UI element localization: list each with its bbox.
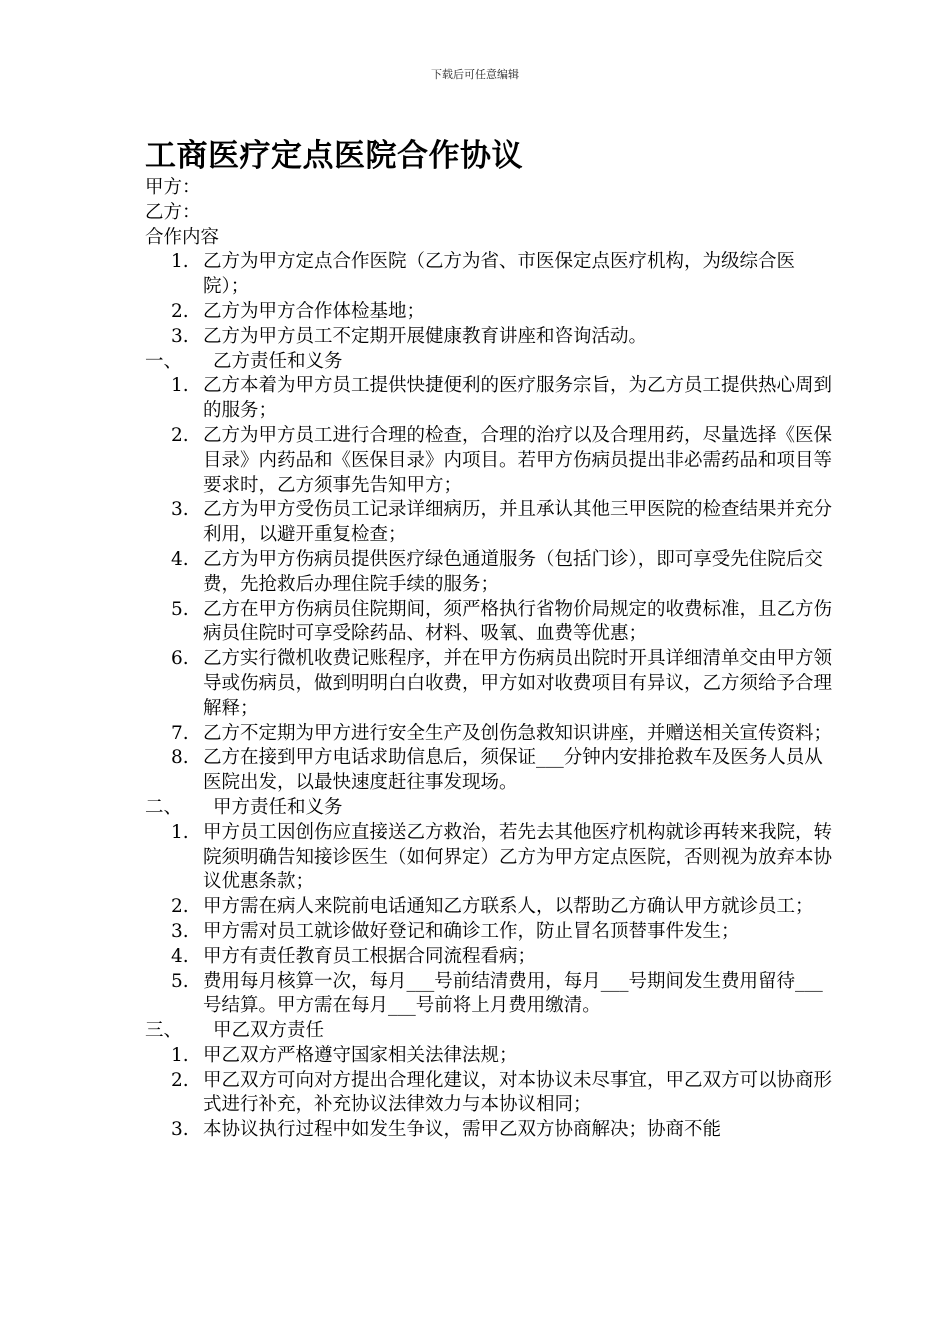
- section-heading-2: [145, 796, 845, 821]
- item-text: 甲方有责任教育员工根据合同流程看病；: [203, 945, 537, 967]
- list-item: [145, 821, 845, 895]
- item-number: 4.: [171, 945, 189, 967]
- section-heading-1: [145, 350, 845, 375]
- list-item: [145, 1069, 845, 1119]
- list-item: [145, 250, 845, 300]
- item-text: 乙方在甲方伤病员住院期间，须严格执行省物价局规定的收费标准，且乙方伤病员住院时可享受除药品、材料、吸氧、血费等优惠；: [203, 598, 833, 645]
- list-item: [145, 1118, 845, 1143]
- item-text: 乙方为甲方伤病员提供医疗绿色通道服务（包括门诊），即可享受先住院后交费，先抢救后办理住院手续的服务；: [203, 548, 823, 595]
- list-item: [145, 920, 845, 945]
- item-number: 1.: [171, 251, 189, 273]
- item-number: 1.: [171, 375, 189, 397]
- item-text: 甲方员工因创伤应直接送乙方救治，若先去其他医疗机构就诊再转来我院，转院须明确告知接诊医生（如何界定）乙方为甲方定点医院，否则视为放弃本协议优惠条款；: [203, 821, 833, 893]
- list-item: [145, 325, 845, 350]
- item-text: 费用每月核算一次，每月___号前结清费用，每月___号期间发生费用留待___号结算。甲方需在每月___号前将上月费用缴清。: [203, 970, 823, 1017]
- party-a-line: 甲方：: [145, 177, 201, 198]
- list-item: [145, 548, 845, 598]
- item-text: 乙方实行微机收费记账程序，并在甲方伤病员出院时开具详细清单交由甲方领导或伤病员，做到明明白白收费，甲方如对收费项目有异议，乙方须给予合理解释；: [203, 648, 833, 719]
- list-item: [145, 945, 845, 970]
- item-number: 3.: [171, 325, 189, 347]
- item-text: 乙方为甲方员工进行合理的检查，合理的治疗以及合理用药，尽量选择《医保目录》内药品和《医保目录》内项目。若甲方伤病员提出非必需药品和项目等要求时，乙方须事先告知甲方；: [203, 424, 833, 496]
- item-text: 甲乙双方可向对方提出合理化建议，对本协议未尽事宜，甲乙双方可以协商形式进行补充，补充协议法律效力与本协议相同；: [203, 1069, 833, 1116]
- item-number: 3.: [171, 920, 189, 942]
- item-number: 2.: [171, 424, 189, 446]
- section-number: 三、: [145, 1020, 183, 1042]
- item-number: 1.: [171, 1044, 189, 1066]
- section-title: 乙方责任和义务: [213, 350, 343, 372]
- content-list: [145, 250, 845, 349]
- content-heading: 合作内容: [145, 226, 220, 248]
- item-text: 甲方需在病人来院前电话通知乙方联系人，以帮助乙方确认甲方就诊员工；: [203, 896, 814, 918]
- item-text: 甲方需对员工就诊做好登记和确诊工作，防止冒名顶替事件发生；: [203, 920, 740, 942]
- section-1-list: [145, 374, 845, 796]
- list-item: [145, 498, 845, 548]
- item-text: 乙方不定期为甲方进行安全生产及创伤急救知识讲座，并赠送相关宣传资料；: [203, 722, 833, 744]
- header-note: 下载后可任意编辑: [431, 68, 519, 81]
- list-item: [145, 598, 845, 648]
- item-text: 本协议执行过程中如发生争议，需甲乙双方协商解决；协商不能: [203, 1119, 722, 1141]
- item-number: 1.: [171, 821, 189, 843]
- section-3-list: [145, 1044, 845, 1143]
- list-item: [145, 424, 845, 498]
- item-number: 2.: [171, 300, 189, 322]
- list-item: [145, 300, 845, 325]
- item-number: 8.: [171, 747, 189, 769]
- item-number: 2.: [171, 896, 189, 918]
- list-item: [145, 374, 845, 424]
- section-2-list: [145, 821, 845, 1019]
- item-text: 乙方本着为甲方员工提供快捷便利的医疗服务宗旨，为乙方员工提供热心周到的服务；: [203, 375, 833, 422]
- item-number: 3.: [171, 1119, 189, 1141]
- list-item: [145, 722, 845, 747]
- document-body: [145, 176, 845, 1143]
- item-text: 乙方为甲方受伤员工记录详细病历，并且承认其他三甲医院的检查结果并充分利用，以避开重复检查；: [203, 499, 833, 546]
- item-text: 乙方在接到甲方电话求助信息后，须保证___分钟内安排抢救车及医务人员从医院出发，以最快速度赶往事发现场。: [203, 747, 823, 794]
- list-item: [145, 970, 845, 1020]
- list-item: [145, 647, 845, 721]
- item-text: 乙方为甲方定点合作医院（乙方为省、市医保定点医疗机构，为级综合医院）；: [203, 251, 796, 298]
- item-number: 5.: [171, 970, 189, 992]
- section-number: 一、: [145, 350, 183, 372]
- document-title: 工商医疗定点医院合作协议: [145, 138, 523, 174]
- item-number: 3.: [171, 499, 189, 521]
- item-text: 乙方为甲方合作体检基地；: [203, 300, 426, 322]
- item-number: 7.: [171, 722, 189, 744]
- section-number: 二、: [145, 796, 183, 818]
- list-item: [145, 895, 845, 920]
- party-b-line: 乙方：: [145, 201, 201, 223]
- item-text: 乙方为甲方员工不定期开展健康教育讲座和咨询活动。: [203, 325, 648, 347]
- item-number: 6.: [171, 648, 189, 670]
- list-item: [145, 746, 845, 796]
- list-item: [145, 1044, 845, 1069]
- section-title: 甲乙双方责任: [213, 1020, 325, 1042]
- item-number: 2.: [171, 1069, 189, 1091]
- item-number: 4.: [171, 548, 189, 570]
- item-number: 5.: [171, 598, 189, 620]
- section-title: 甲方责任和义务: [213, 796, 343, 818]
- item-text: 甲乙双方严格遵守国家相关法律法规；: [203, 1044, 518, 1066]
- section-heading-3: [145, 1019, 845, 1044]
